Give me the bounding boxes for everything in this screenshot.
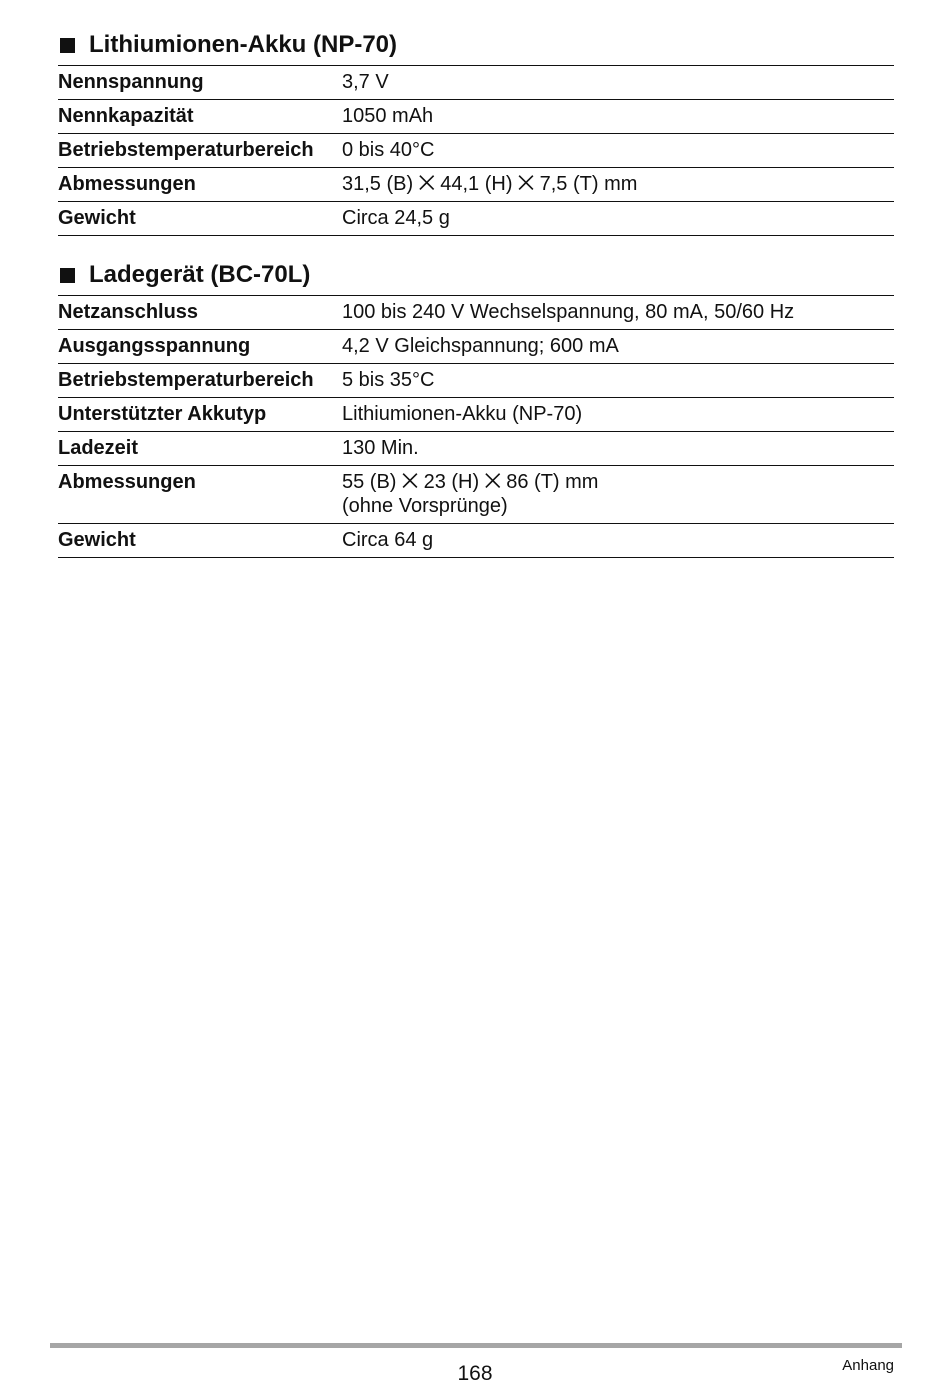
spec-label: Nennkapazität (58, 105, 194, 127)
section-heading (58, 28, 894, 62)
table-row (58, 168, 894, 202)
spec-label: Ladezeit (58, 437, 139, 459)
spec-value: 55 (B) ⨉ 23 (H) ⨉ 86 (T) mm (ohne Vorsprünge) (342, 471, 599, 517)
table-row (58, 66, 894, 100)
spec-table (58, 295, 894, 558)
spec-label: Unterstützter Akkutyp (58, 403, 267, 425)
spec-label: Betriebstemperaturbereich (58, 139, 314, 161)
spec-label: Netzanschluss (58, 301, 199, 323)
spec-value: 4,2 V Gleichspannung; 600 mA (342, 335, 619, 357)
table-row (58, 466, 894, 524)
footer-section-name: Anhang (842, 1357, 894, 1374)
spec-label: Nennspannung (58, 71, 204, 93)
spec-label: Abmessungen (58, 173, 196, 195)
spec-value: 31,5 (B) ⨉ 44,1 (H) ⨉ 7,5 (T) mm (342, 173, 638, 195)
spec-value: Circa 64 g (342, 529, 434, 551)
table-row (58, 364, 894, 398)
bullet-square-icon (60, 38, 75, 53)
page-number: 168 (457, 1362, 493, 1385)
table-row (58, 524, 894, 558)
spec-value: Circa 24,5 g (342, 207, 450, 229)
spec-label: Abmessungen (58, 471, 196, 493)
table-row (58, 202, 894, 236)
spec-value: 3,7 V (342, 71, 389, 93)
spec-label: Gewicht (58, 207, 136, 229)
table-row (58, 432, 894, 466)
spec-table (58, 65, 894, 236)
section-title: Ladegerät (BC-70L) (89, 261, 311, 288)
spec-label: Betriebstemperaturbereich (58, 369, 314, 391)
table-row (58, 296, 894, 330)
section-heading (58, 258, 894, 292)
battery-spec-section (58, 28, 894, 236)
spec-value: 100 bis 240 V Wechselspannung, 80 mA, 50/60 Hz (342, 301, 795, 323)
spec-value: Lithiumionen-Akku (NP-70) (342, 403, 583, 425)
spec-value: 5 bis 35°C (342, 369, 435, 391)
charger-spec-section (58, 258, 894, 558)
spec-value: 1050 mAh (342, 105, 434, 127)
spec-value: 0 bis 40°C (342, 139, 435, 161)
table-row (58, 330, 894, 364)
spec-label: Gewicht (58, 529, 136, 551)
table-row (58, 134, 894, 168)
section-title: Lithiumionen-Akku (NP-70) (89, 31, 398, 58)
spec-value: 130 Min. (342, 437, 419, 459)
spec-label: Ausgangsspannung (58, 335, 251, 357)
bullet-square-icon (60, 268, 75, 283)
footer-divider (50, 1343, 902, 1348)
table-row (58, 100, 894, 134)
table-row (58, 398, 894, 432)
